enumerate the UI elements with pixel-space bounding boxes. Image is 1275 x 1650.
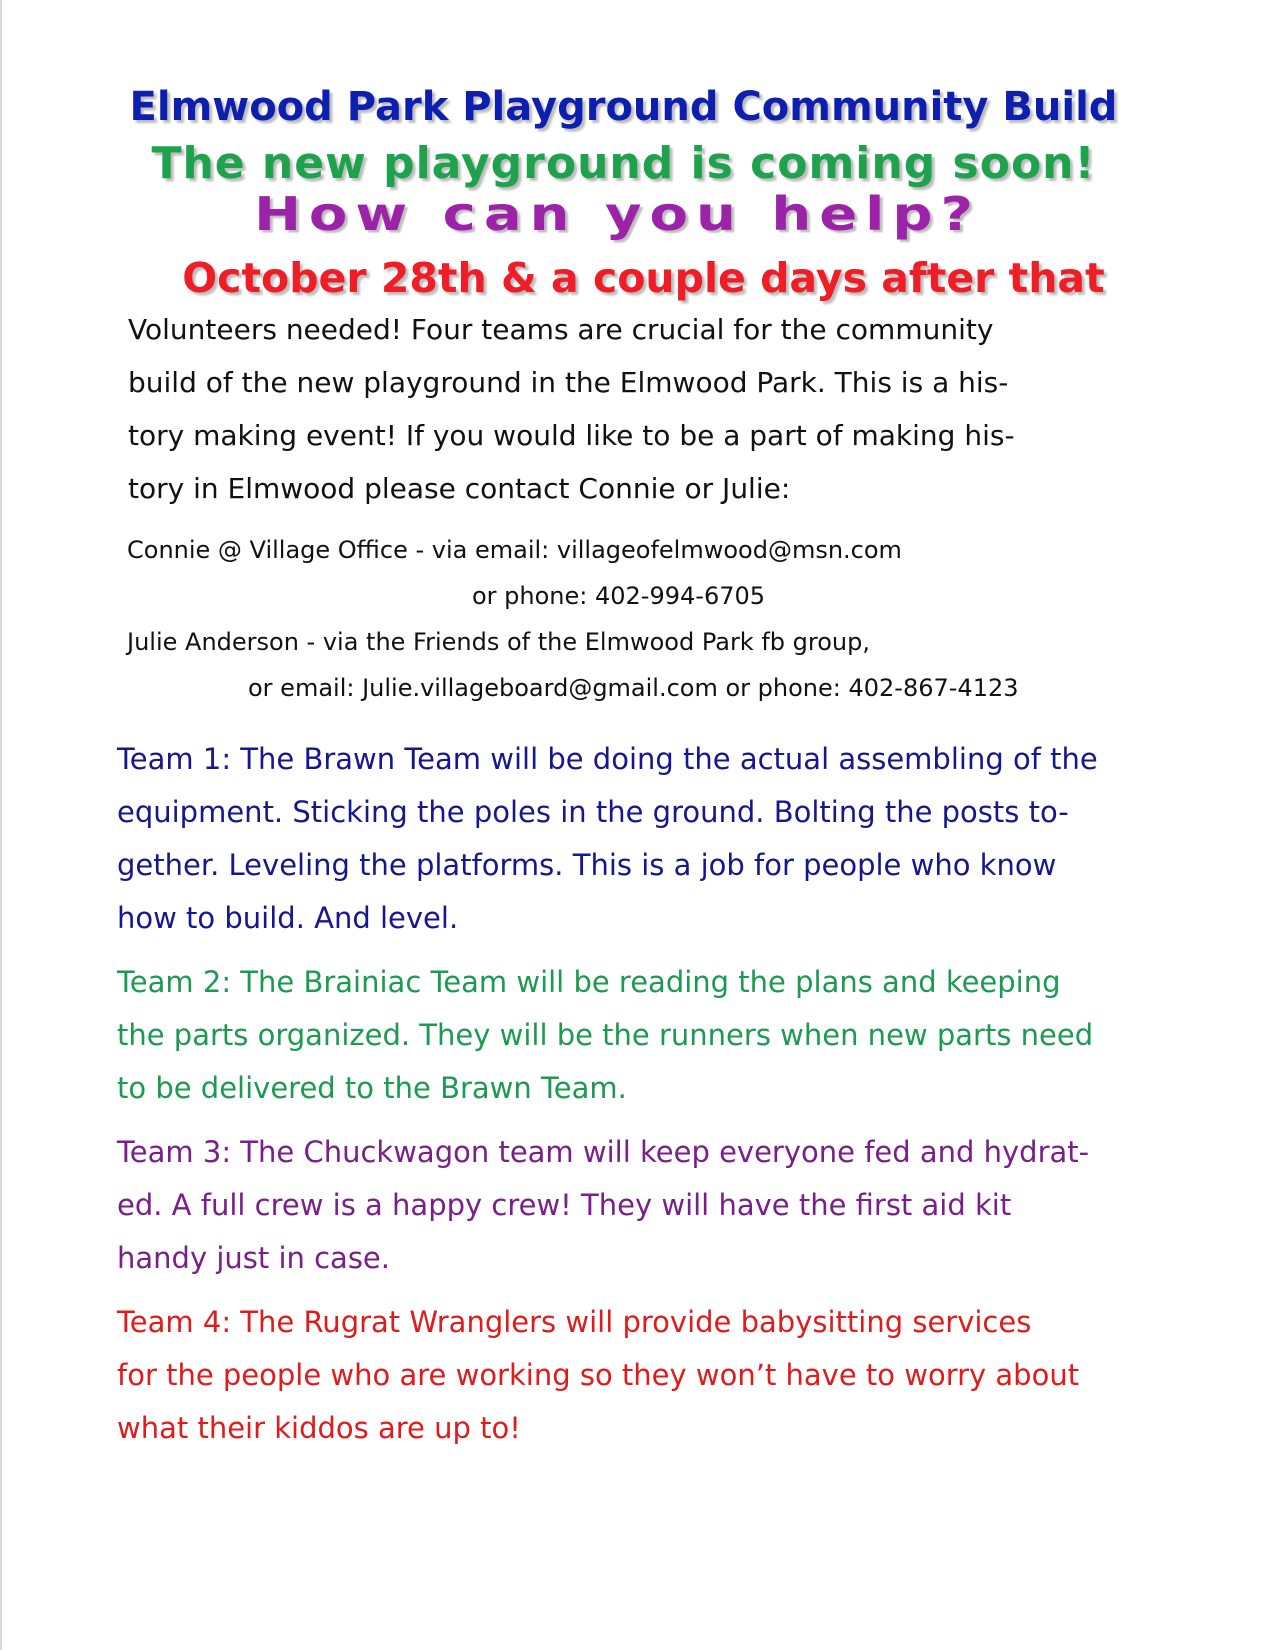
flyer-date: October 28th & a couple days after that [182,254,1105,302]
team-4-line: for the people who are working so they won’t have to worry about [117,1358,1080,1392]
page-edge [0,0,2,1650]
team-1-line: how to build. And level. [117,901,459,935]
intro-line: build of the new playground in the Elmwood Park. This is a his- [128,366,1009,399]
contact-connie-email: Connie @ Village Office - via email: villageofelmwood@msn.com [127,536,902,564]
intro-line: tory making event! If you would like to be a part of making his- [128,419,1015,452]
team-2-line: Team 2: The Brainiac Team will be reading the plans and keeping [117,965,1061,999]
intro-line: Volunteers needed! Four teams are crucial for the community [128,313,994,346]
team-3-line: ed. A full crew is a happy crew! They will have the first aid kit [117,1188,1012,1222]
contact-julie-group: Julie Anderson - via the Friends of the Elmwood Park fb group, [127,628,870,656]
team-3-line: Team 3: The Chuckwagon team will keep everyone fed and hydrat- [117,1135,1090,1169]
intro-line: tory in Elmwood please contact Connie or Julie: [128,472,791,505]
contact-connie-phone: or phone: 402-994-6705 [472,582,766,610]
flyer-question: How can you help? [254,188,981,242]
team-1-line: equipment. Sticking the poles in the ground. Bolting the posts to- [117,795,1069,829]
team-2-line: the parts organized. They will be the runners when new parts need [117,1018,1094,1052]
contact-julie-email-phone: or email: Julie.villageboard@gmail.com or phone: 402-867-4123 [248,674,1019,702]
flyer-subtitle: The new playground is coming soon! [151,138,1096,189]
flyer-title: Elmwood Park Playground Community Build [129,84,1118,130]
team-4-line: Team 4: The Rugrat Wranglers will provide babysitting services [117,1305,1032,1339]
team-1-line: gether. Leveling the platforms. This is a job for people who know [117,848,1057,882]
team-3-line: handy just in case. [117,1241,390,1275]
team-4-line: what their kiddos are up to! [117,1411,521,1445]
team-2-line: to be delivered to the Brawn Team. [117,1071,627,1105]
team-1-line: Team 1: The Brawn Team will be doing the actual assembling of the [117,742,1098,776]
